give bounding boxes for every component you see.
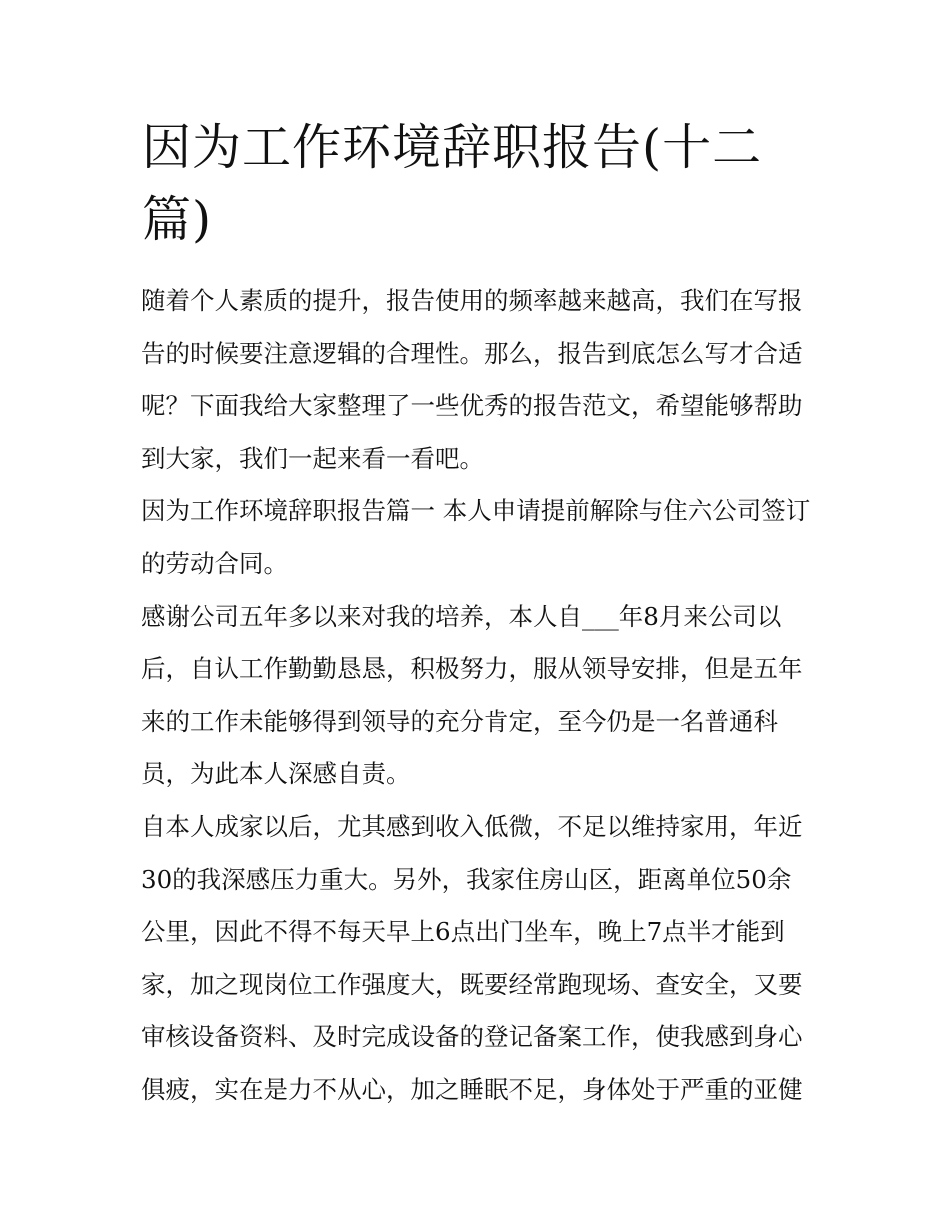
- document-title: 因为工作环境辞职报告(十二篇): [142, 119, 763, 248]
- document-body: [141, 275, 813, 1117]
- paragraph-gratitude: 感谢公司五年多以来对我的培养，本人自___年8月来公司以后，自认工作勤勤恳恳，积极努力，服从领导安排，但是五年来的工作未能够得到领导的充分肯定，至今仍是一名普通科员，为此本人深感自责。: [141, 601, 803, 789]
- paragraph-reasons: 自本人成家以后，尤其感到收入低微，不足以维持家用，年近30的我深感压力重大。另外，我家住房山区，距离单位50余公里，因此不得不每天早上6点出门坐车，晚上7点半才能到家，加之现岗位工作强度大，既要经常跑现场、查安全，又要审核设备资料、及时完成设备的登记备案工作，使我感到身心俱疲，实在是力不从心，加之睡眠不足，身体处于严重的亚健: [141, 811, 803, 1104]
- paragraph-section-one: 因为工作环境辞职报告篇一 本人申请提前解除与住六公司签订的劳动合同。: [141, 496, 811, 578]
- paragraph-intro: 随着个人素质的提升，报告使用的频率越来越高，我们在写报告的时候要注意逻辑的合理性。那么，报告到底怎么写才合适呢？下面我给大家整理了一些优秀的报告范文，希望能够帮助到大家，我们一起来看一看吧。: [141, 286, 803, 473]
